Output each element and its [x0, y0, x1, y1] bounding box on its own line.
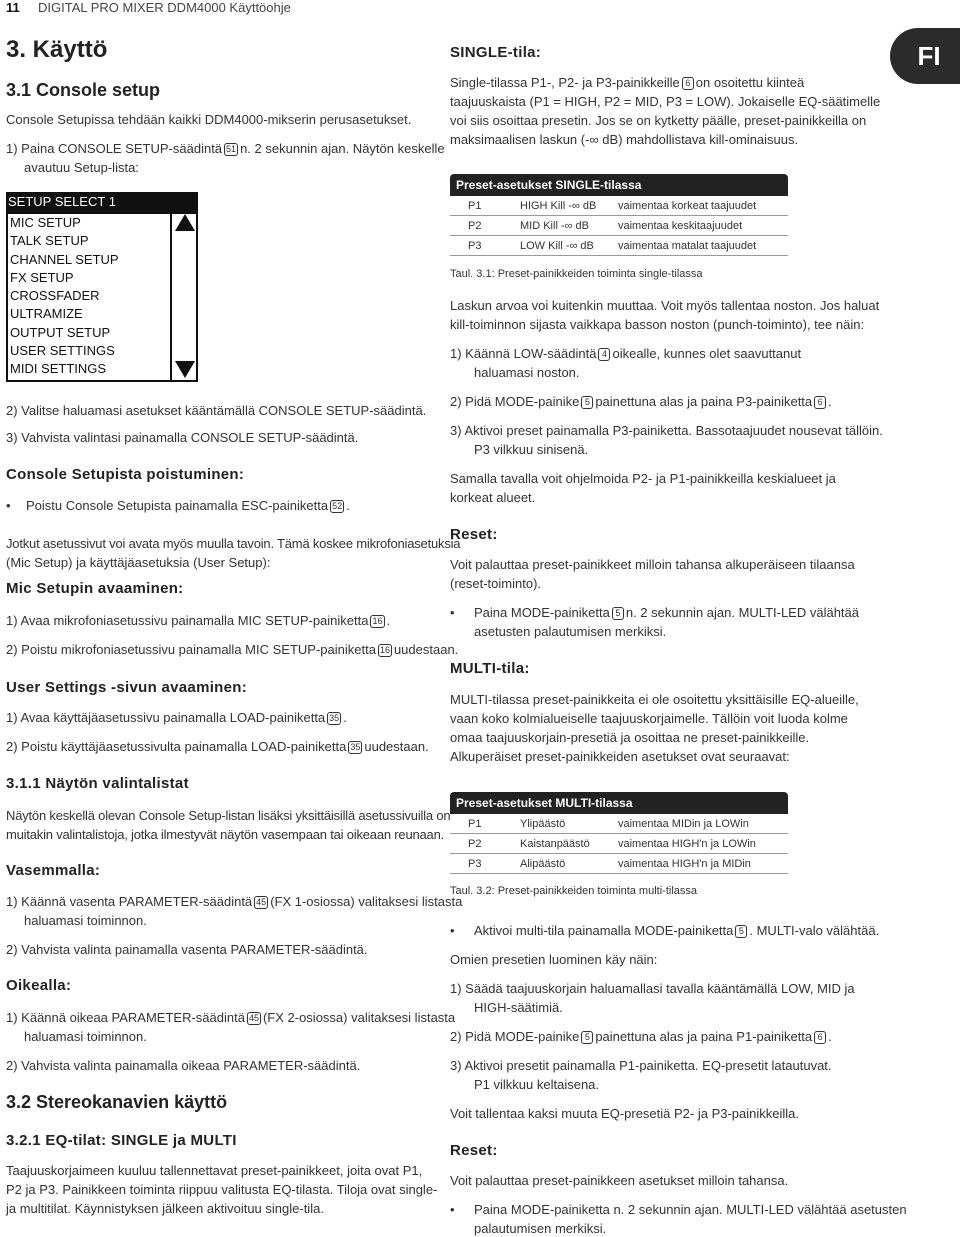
paragraph-jotkut-2: (Mic Setup) ja käyttäjäasetuksia (User Setup): [6, 555, 271, 570]
mic-step-1: 1) Avaa mikrofoniasetussivu painamalla MIC SETUP-painiketta 16 . [6, 613, 391, 628]
bullet-reset-2: • Paina MODE-painiketta n. 2 sekunnin ajan. MULTI-LED välähtää asetusten [450, 1202, 907, 1217]
ref-icon: 6 [814, 396, 826, 409]
table-title: Preset-asetukset SINGLE-tilassa [450, 174, 788, 196]
ref-icon: 35 [350, 742, 361, 752]
user-step-2: 2) Poistu käyttäjäasetussivulta painamalla LOAD-painiketta 35 uudestaan. [6, 739, 429, 754]
ref-icon: 35 [329, 713, 340, 723]
intro-paragraph: Console Setupissa tehdään kaikki DDM4000-mikserin perusasetukset. [6, 112, 412, 127]
ref-icon: 5 [612, 607, 624, 620]
ref-icon: 45 [256, 897, 267, 907]
heading-user-settings: User Settings -sivun avaaminen: [6, 679, 248, 696]
scroll-up-arrow-icon[interactable] [175, 214, 195, 231]
ref-icon: 6 [682, 77, 694, 90]
bullet-multi: • Aktivoi multi-tila painamalla MODE-painiketta 5 . MULTI-valo välähtää. [450, 923, 880, 938]
setup-header-label: SETUP [8, 194, 52, 209]
paragraph-reset-1: Voit palauttaa preset-painikkeet milloin tahansa alkuperäiseen tilaansa [450, 557, 855, 572]
multi-step-2: 2) Pidä MODE-painike 5 painettuna alas ja paina P1-painiketta 6 . [450, 1029, 832, 1044]
heading-reset-2: Reset: [450, 1142, 498, 1159]
heading-oikealla: Oikealla: [6, 977, 72, 994]
single-paragraph-2: taajuuskaista (P1 = HIGH, P2 = MID, P3 = LOW). Jokaiselle EQ-säätimelle [450, 94, 881, 109]
table-row: P2 MID Kill -∞ dB vaimentaa keskitaajuudet [450, 216, 788, 236]
section-title-console-setup: 3.1 Console setup [6, 80, 161, 100]
step-1-cont: avautuu Setup-lista: [24, 160, 139, 175]
setup-header-bar [8, 194, 196, 214]
left-step-1: 1) Käännä vasenta PARAMETER-säädintä 45 (FX 1-osiossa) valitaksesi listasta [6, 894, 463, 909]
ref-icon: 16 [372, 616, 383, 626]
paragraph-321-2: P2 ja P3. Painikkeen toiminta riippuu valitusta EQ-tilasta. Tiloja ovat single- [6, 1182, 438, 1197]
table-title: Preset-asetukset MULTI-tilassa [450, 792, 788, 814]
punch-step-3: 3) Aktivoi preset painamalla P3-painiketta. Bassotaajuudet nousevat tällöin. [450, 423, 883, 438]
paragraph-311-1: Näytön keskellä olevan Console Setup-listan lisäksi yksittäisillä asetussivuilla on [6, 808, 451, 823]
ref-icon: 52 [332, 501, 343, 511]
ref-icon: 5 [735, 925, 747, 938]
heading-321: 3.2.1 EQ-tilat: SINGLE ja MULTI [6, 1132, 237, 1149]
document-title: DIGITAL PRO MIXER DDM4000 Käyttöohje [38, 0, 291, 15]
table-caption-1: Taul. 3.1: Preset-painikkeiden toiminta single-tilassa [450, 268, 703, 280]
heading-multi: MULTI-tila: [450, 660, 530, 677]
setup-item-channel[interactable]: CHANNEL SETUP [10, 251, 119, 267]
setup-item-user[interactable]: USER SETTINGS [10, 343, 115, 359]
multi-paragraph-2: vaan koko kolmialueiselle taajuuskorjaimelle. Tällöin voit luoda kolme [450, 711, 848, 726]
paragraph-reset-3: Voit palauttaa preset-painikkeen asetukset milloin tahansa. [450, 1173, 789, 1188]
heading-single: SINGLE-tila: [450, 44, 542, 61]
page-number: 11 [6, 0, 20, 15]
paragraph-321-1: Taajuuskorjaimeen kuuluu tallennettavat preset-painikkeet, joita ovat P1, [6, 1163, 423, 1178]
ref-icon: 45 [248, 1013, 259, 1023]
multi-step-1-cont: HIGH-säätimiä. [474, 1000, 563, 1015]
setup-item-crossfader[interactable]: CROSSFADER [10, 288, 100, 304]
multi-step-3: 3) Aktivoi presetit painamalla P1-painiketta. EQ-presetit latautuvat. [450, 1058, 832, 1073]
multi-paragraph-1: MULTI-tilassa preset-painikkeita ei ole osoitettu yksittäisille EQ-alueille, [450, 692, 859, 707]
ref-icon: 6 [814, 1031, 826, 1044]
left-step-2: 2) Vahvista valinta painamalla vasenta PARAMETER-säädintä. [6, 942, 368, 957]
heading-reset-1: Reset: [450, 526, 498, 543]
user-step-1: 1) Avaa käyttäjäasetussivu painamalla LOAD-painiketta 35 . [6, 710, 347, 725]
section-title-kaytto: 3. Käyttö [6, 36, 108, 63]
paragraph-omien: Omien presetien luominen käy näin: [450, 952, 658, 967]
bullet-reset: • Paina MODE-painiketta 5 n. 2 sekunnin ajan. MULTI-LED välähtää [450, 605, 860, 620]
punch-step-1-cont: haluamasi noston. [474, 365, 580, 380]
setup-menu [10, 214, 170, 379]
heading-vasemmalla: Vasemmalla: [6, 862, 101, 879]
ref-icon: 4 [598, 348, 610, 361]
paragraph-jotkut-1: Jotkut asetussivut voi avata myös muulla tavoin. Tämä koskee mikrofoniasetuksia [6, 536, 461, 551]
page-header [0, 0, 960, 18]
paragraph-samalla-2: korkeat alueet. [450, 490, 536, 505]
setup-list-display [6, 192, 198, 382]
ref-icon: 5 [581, 1031, 593, 1044]
setup-item-fx[interactable]: FX SETUP [10, 269, 74, 285]
left-step-1-cont: haluamasi toiminnon. [24, 913, 147, 928]
bullet-reset-2-cont: palautumisen merkiksi. [474, 1221, 607, 1236]
ref-icon: 51 [226, 144, 237, 154]
right-step-2: 2) Vahvista valinta painamalla oikeaa PARAMETER-säädintä. [6, 1058, 361, 1073]
setup-item-ultramize[interactable]: ULTRAMIZE [10, 306, 83, 322]
ref-icon: 16 [379, 645, 390, 655]
setup-item-talk[interactable]: TALK SETUP [10, 233, 89, 249]
multi-paragraph-3: omaa taajuuskorjain-presetiä ja osoittaa ne preset-painikkeille. [450, 730, 810, 745]
punch-step-2: 2) Pidä MODE-painike 5 painettuna alas ja paina P3-painiketta 6 . [450, 394, 832, 409]
heading-mic-setup: Mic Setupin avaaminen: [6, 580, 184, 597]
punch-step-3-cont: P3 vilkkuu sinisenä. [474, 442, 589, 457]
punch-step-1: 1) Käännä LOW-säädintä 4 oikealle, kunnes olet saavuttanut [450, 346, 802, 361]
table-caption-2: Taul. 3.2: Preset-painikkeiden toiminta multi-tilassa [450, 885, 698, 897]
paragraph-reset-2: (reset-toiminto). [450, 576, 542, 591]
table-single-presets [450, 174, 788, 256]
single-paragraph-4: maksimaalisen laskun (-∞ dB) mahdollistava kill-ominaisuus. [450, 132, 799, 147]
bullet-reset-cont: asetusten palautumisen merkiksi. [474, 624, 667, 639]
paragraph-samalla-1: Samalla tavalla voit ohjelmoida P2- ja P1-painikkeilla keskialueet ja [450, 471, 836, 486]
paragraph-laskun-2: kill-toiminnon sijasta vaikkapa basson noston (punch-toiminto), tee näin: [450, 317, 865, 332]
section-title-32: 3.2 Stereokanavien käyttö [6, 1092, 228, 1112]
step-3: 3) Vahvista valintasi painamalla CONSOLE SETUP-säädintä. [6, 430, 359, 445]
heading-311: 3.1.1 Näytön valintalistat [6, 775, 189, 792]
single-paragraph-1: Single-tilassa P1-, P2- ja P3-painikkeille 6 on osoitettu kiinteä [450, 75, 805, 90]
paragraph-laskun-1: Laskun arvoa voi kuitenkin muuttaa. Voit myös tallentaa noston. Jos haluat [450, 298, 880, 313]
table-row: P2 Kaistanpäästö vaimentaa HIGH'n ja LOWin [450, 834, 788, 854]
table-row: P1 HIGH Kill -∞ dB vaimentaa korkeat taajuudet [450, 196, 788, 216]
single-paragraph-3: voi siis osoittaa presetin. Jos se on kytketty päälle, preset-painikkeilla on [450, 113, 867, 128]
multi-step-1: 1) Säädä taajuuskorjain haluamallasi tavalla kääntämällä LOW, MID ja [450, 981, 855, 996]
step-1: 1) Paina CONSOLE SETUP-säädintä 51 n. 2 sekunnin ajan. Näytön keskelle [6, 141, 445, 156]
right-step-1: 1) Käännä oikeaa PARAMETER-säädintä 45 (FX 2-osiossa) valitaksesi listasta [6, 1010, 456, 1025]
table-row: P1 Ylipäästö vaimentaa MIDin ja LOWin [450, 814, 788, 834]
bullet-poistu: • Poistu Console Setupista painamalla ESC-painiketta 52 . [6, 498, 350, 513]
setup-scrollbar[interactable] [170, 212, 196, 380]
setup-select-label: SELECT [54, 194, 106, 209]
paragraph-311-2: muitakin valintalistoja, jotka ilmestyvät näytön vasempaan tai oikeaan reunaan. [6, 827, 445, 842]
paragraph-321-3: ja multitilat. Käynnistyksen jälkeen aktivoituu single-tila. [6, 1201, 324, 1216]
scroll-down-arrow-icon[interactable] [175, 361, 195, 378]
setup-item-output[interactable]: OUTPUT SETUP [10, 324, 111, 340]
setup-page-number: 1 [108, 194, 116, 209]
multi-step-3-cont: P1 vilkkuu keltaisena. [474, 1077, 600, 1092]
table-row: P3 LOW Kill -∞ dB vaimentaa matalat taajuudet [450, 236, 788, 256]
language-tab: FI [890, 28, 960, 84]
mic-step-2: 2) Poistu mikrofoniasetussivu painamalla MIC SETUP-painiketta 16 uudestaan. [6, 642, 459, 657]
table-multi-presets [450, 792, 788, 874]
table-row: P3 Alipäästö vaimentaa HIGH'n ja MIDin [450, 854, 788, 874]
right-step-1-cont: haluamasi toiminnon. [24, 1029, 147, 1044]
step-2: 2) Valitse haluamasi asetukset kääntämällä CONSOLE SETUP-säädintä. [6, 403, 427, 418]
multi-paragraph-4: Alkuperäiset preset-painikkeiden asetukset ovat seuraavat: [450, 749, 790, 764]
ref-icon: 5 [581, 396, 593, 409]
setup-item-mic[interactable]: MIC SETUP [10, 215, 81, 230]
heading-poistuminen: Console Setupista poistuminen: [6, 466, 245, 483]
setup-item-midi[interactable]: MIDI SETTINGS [10, 361, 107, 377]
paragraph-voit: Voit tallentaa kaksi muuta EQ-presetiä P2- ja P3-painikkeilla. [450, 1106, 800, 1121]
